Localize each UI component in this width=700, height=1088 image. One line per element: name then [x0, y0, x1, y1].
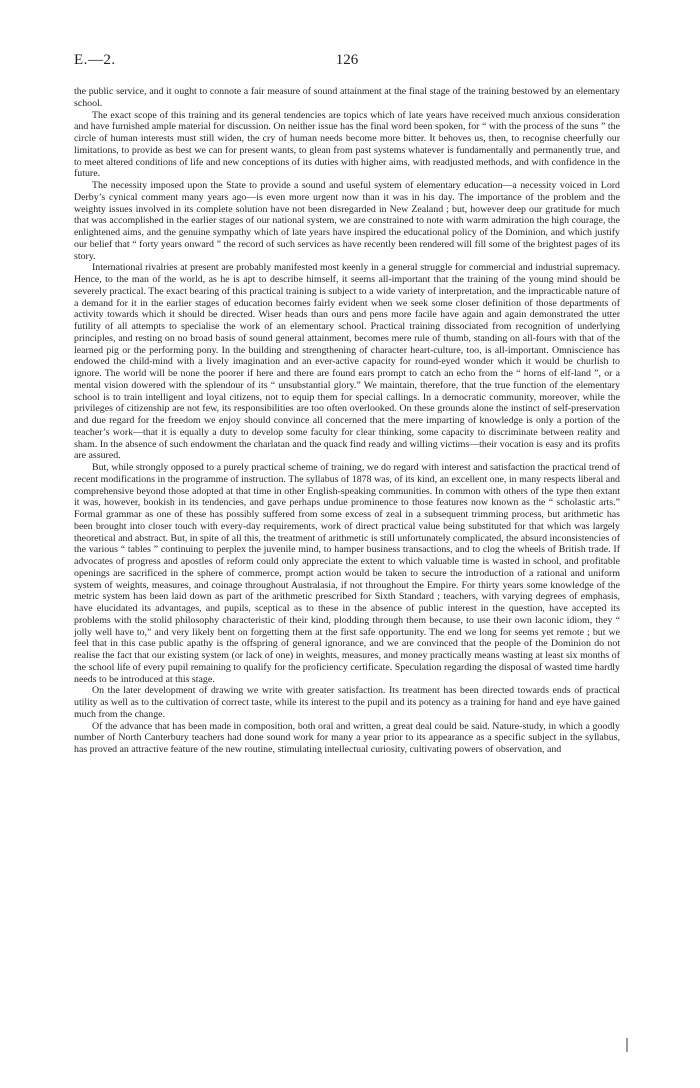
paragraph-state-necessity: The necessity imposed upon the State to provide a sound and useful system of elementary education—a necessity voiced in Lord Derby’s cynical comment many years ago—is even more urgent now than it was in his day. The importance of the problem and the weighty issues involved in its complete solution have not been disregarded in New Zealand ; but, however deep our gratitude for much that was accomplished in the earlier stages of our national system, we are constrained to note with warm admiration the high courage, the enlightened aims, and the genuine sympathy which of late years have inspired the educational policy of the Dominion, and which justify our belief that “ forty years onward ” the record of such services as have recently been rendered will fill some of the brightest pages of its story. — [74, 180, 620, 262]
paragraph-continuation: the public service, and it ought to connote a fair measure of sound attainment at the final stage of the training bestowed by an elementary school. — [74, 86, 620, 109]
paragraph-training-scope: The exact scope of this training and its general tendencies are topics which of late years have received much anxious consideration and have furnished ample material for discussion. On neither issue has the final word been spoken, for “ with the process of the suns ” the circle of human interests must still widen, the cry of human needs become more bitter. It behoves us, then, to recognise cheerfully our limitations, to provide as best we can for present wants, to glean from past systems whatever is fundamentally and permanently true, and to meet altered conditions of life and new conceptions of its duties with higher aims, with readjusted methods, and with confidence in the future. — [74, 109, 620, 180]
body-text — [74, 86, 620, 756]
paragraph-composition: Of the advance that has been made in composition, both oral and written, a great deal could be said. Nature-study, in which a goodly number of North Canterbury teachers had done sound work for many a year prior to its appearance as a specific subject in the syllabus, has proved an attractive feature of the new routine, stimulating intellectual curiosity, cultivating powers of observation, and — [74, 720, 620, 755]
paragraph-drawing: On the later development of drawing we write with greater satisfaction. Its treatment has been directed towards ends of practical utility as well as to the cultivation of correct taste, while its interest to the pupil and its potency as a training for hand and eye have gained much from the change. — [74, 685, 620, 720]
paragraph-practical-trend: But, while strongly opposed to a purely practical scheme of training, we do regard with interest and satisfaction the practical trend of recent modifications in the programme of instruction. The syllabus of 1878 was, of its kind, an excellent one, in many respects liberal and comprehensive beyond those adopted at that time in other English-speaking communities. In common with others of the type then extant it was, however, bookish in its tendencies, and gave perhaps undue prominence to those features now known as the “ scholastic arts.” Formal grammar as one of these has possibly suffered from some excess of zeal in a subsequent trimming process, but arithmetic has been brought into closer touch with every-day requirements, work of direct practical value being substituted for that which was largely theoretical and abstract. But, in spite of all this, the treatment of arithmetic is still unfortunately complicated, the absurd inconsistencies of the various “ tables ” continuing to perplex the juvenile mind, to hamper business transactions, and to clog the wheels of British trade. If advocates of progress and apostles of reform could only appreciate the extent to which valuable time is wasted in school, and profitable openings are sacrificed in the sphere of commerce, prompt action would be taken to secure the introduction of a rational and uniform system of weights, measures, and coinage throughout Australasia, if not throughout the Empire. For thirty years some knowledge of the metric system has been laid down as part of the arithmetic prescribed for Sixth Standard ; teachers, with varying degrees of emphasis, have elucidated its advantages, and pupils, sceptical as to these in the absence of public interest in the question, have accepted its problems with the stolid philosophy characteristic of their kind, plodding through them because, to use their own laconic idiom, they “ jolly well have to,” and very likely bent on forgetting them at the first safe opportunity. The end we long for seems yet remote ; but we feel that in this case public apathy is the offspring of general ignorance, and we are convinced that the people of the Dominion do not realise the fact that our existing system (or lack of one) in weights, measures, and money practically means wasting at least six months of the school life of every pupil remaining to qualify for the proficiency certificate. Speculation regarding the disposal of wasted time hardly needs to be introduced at this stage. — [74, 462, 620, 685]
page-header — [74, 52, 620, 74]
scan-edge-mark — [626, 1038, 628, 1052]
paragraph-international-rivalries: International rivalries at present are probably manifested most keenly in a general struggle for commercial and industrial supremacy. Hence, to the man of the world, as he is apt to describe himself, it seems all-important that the training of the young mind should be severely practical. The exact bearing of this practical training is subject to a wide variety of interpretation, and the impracticable nature of a demand for it in the earlier stages of education becomes fairly evident when we seek some closer definition of those departments of activity towards which it should be directed. Wiser heads than ours and pens more facile have again and again demonstrated the utter futility of all attempts to specialise the work of an elementary school. Practical training dissociated from recognition of underlying principles, and resting on no broad basis of sound general attainment, becomes mere rule of thumb, standing on all-fours with that of the learned pig or the performing pony. In the building and strengthening of character heart-culture, too, is all-important. Omniscience has endowed the child-mind with a lively imagination and an ever-active capacity for round-eyed wonder which it would be churlish to ignore. The world will be none the poorer if here and there are found ears prompt to catch an echo from the “ horns of elf-land ”, or a mental vision dowered with the splendour of its “ unsubstantial glory.” We maintain, therefore, that the true function of the elementary school is to train intelligent and loyal citizens, not to equip them for special callings. In a democratic community, moreover, while the privileges of citizenship are not few, its responsibilities are too often overlooked. On these grounds alone the instinct of self-preservation and due regard for the freedom we enjoy should convince all concerned that the mere imparting of knowledge is only a portion of the teacher’s work—that it is equally a duty to develop some faculty for clear thinking, some capacity to discriminate between reality and sham. In the absence of such endowment the charlatan and the quack find ready and willing victims—their vocation is easy and its profits are assured. — [74, 262, 620, 462]
page-number: 126 — [335, 52, 359, 68]
document-reference: E.—2. — [74, 52, 116, 68]
